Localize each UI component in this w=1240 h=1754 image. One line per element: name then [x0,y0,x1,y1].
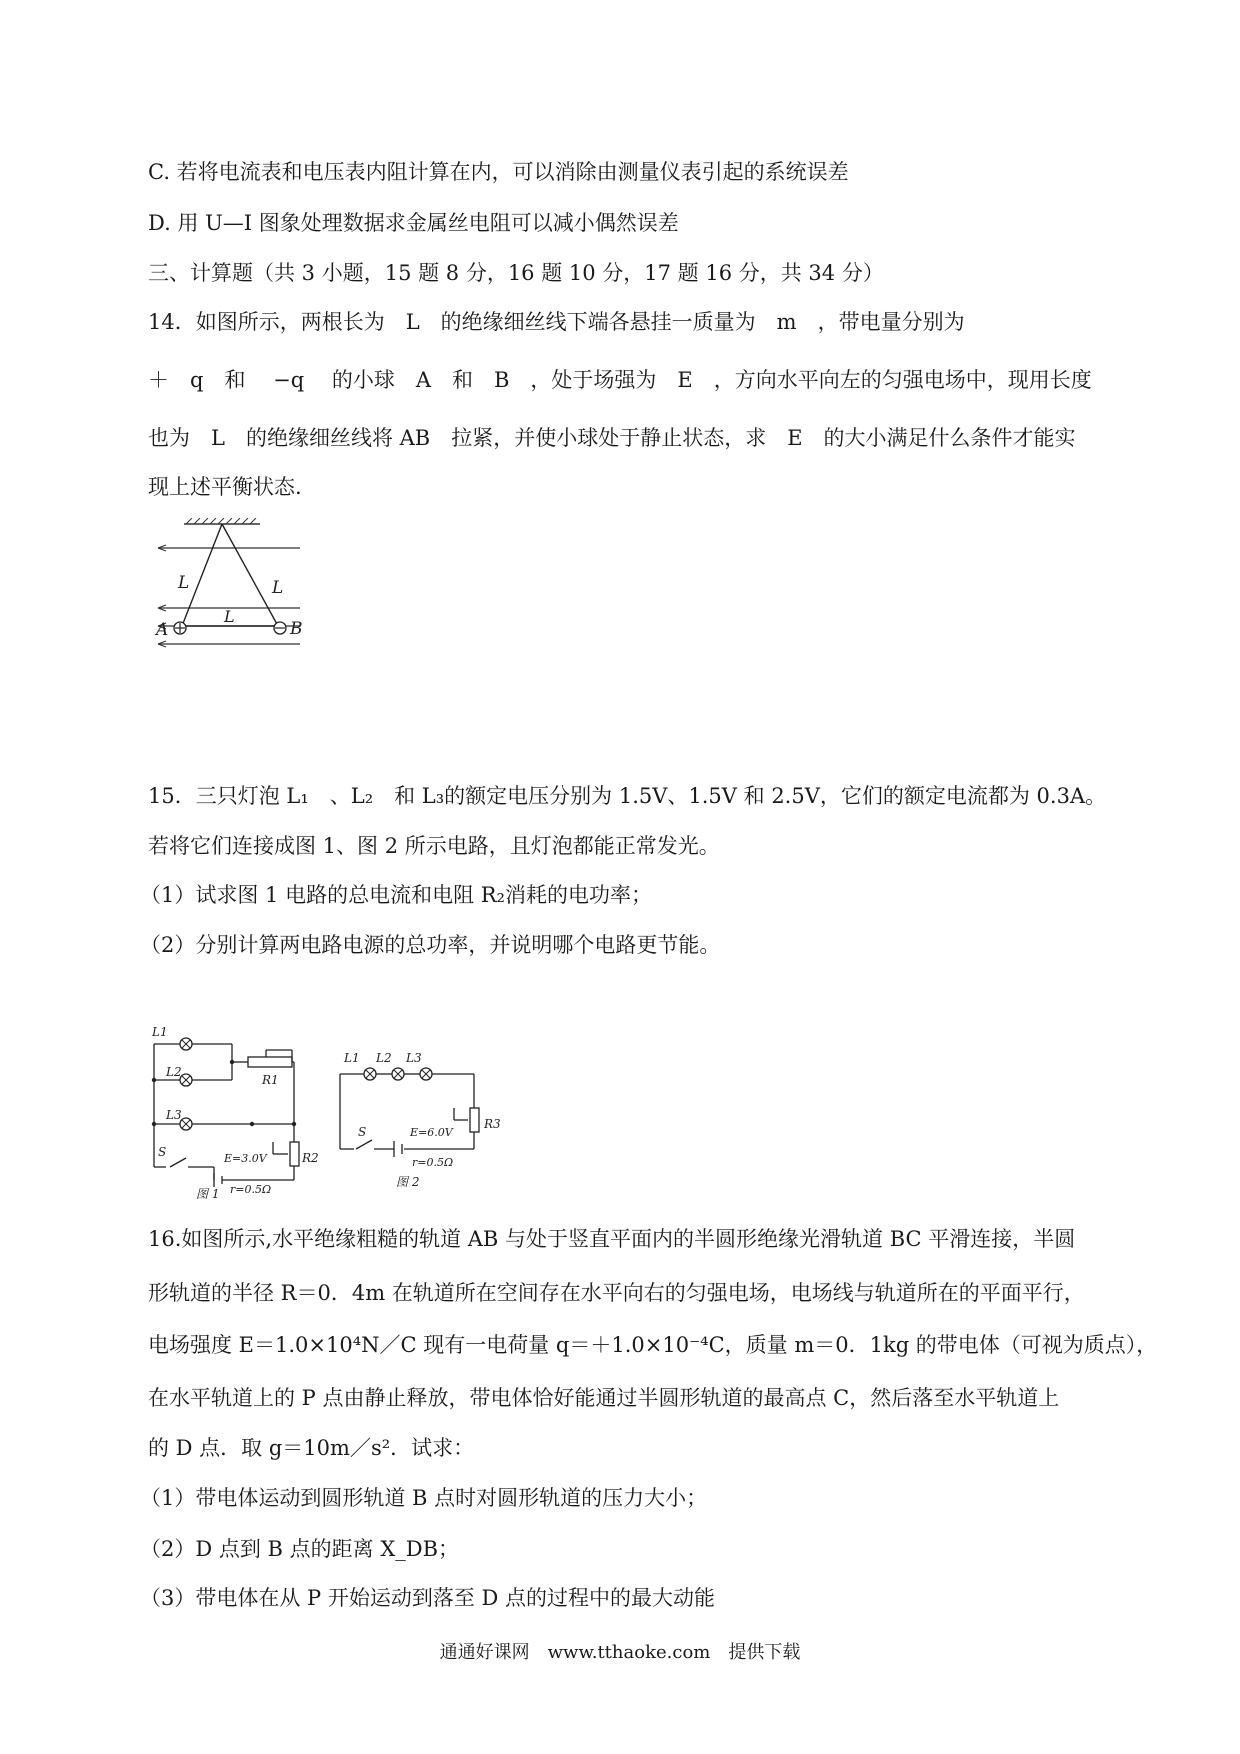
q16-line-5: 的 D 点．取 g＝10m／s²．试求： [148,1436,475,1460]
c1-R2: R2 [302,1151,319,1165]
q16-line-2: 形轨道的半径 R＝0．4m 在轨道所在空间存在水平向右的匀强电场，电场线与轨道所在的平面平行， [148,1281,1085,1305]
page-footer: 通通好课网 www.tthaoke.com 提供下载 [439,1642,801,1663]
label-L-right: L [272,578,284,598]
c2-R3: R3 [484,1117,501,1131]
c1-r: r=0.5Ω [230,1183,272,1196]
c2-L3: L3 [406,1051,422,1065]
label-L-bottom: L [224,607,235,626]
c1-L1: L1 [152,1025,168,1039]
q16-part-2: （2）D 点到 B 点的距离 X_DB； [140,1537,460,1561]
option-d: D. 用 U—I 图象处理数据求金属丝电阻可以减小偶然误差 [148,211,679,235]
option-c: C. 若将电流表和电压表内阻计算在内，可以消除由测量仪表引起的系统误差 [148,160,849,184]
figure-q15-circuit-1 [148,1024,323,1199]
c2-S: S [358,1125,367,1139]
q14-line-3: 也为 L 的绝缘细丝线将 AB 拉紧，并使小球处于静止状态，求 E 的大小满足什么条件才能实 [148,426,1076,450]
q16-line-3: 电场强度 E＝1.0×10⁴N／C 现有一电荷量 q＝＋1.0×10⁻⁴C，质量 m＝0．1kg 的带电体（可视为质点）， [148,1333,1158,1357]
q16-line-1: 16.如图所示,水平绝缘粗糙的轨道 AB 与处于竖直平面内的半圆形绝缘光滑轨道 BC 平滑连接，半圆 [148,1227,1076,1251]
c1-caption: 图 1 [196,1187,220,1199]
c2-E: E=6.0V [410,1126,453,1139]
q15-part-1: （1）试求图 1 电路的总电流和电阻 R₂消耗的电功率； [140,883,652,907]
c1-S: S [158,1145,167,1159]
c2-L2: L2 [376,1051,392,1065]
q15-part-2: （2）分别计算两电路电源的总功率，并说明哪个电路更节能。 [140,933,721,957]
c2-L1: L1 [344,1051,360,1065]
label-L-left: L [178,573,190,593]
q15-line-2: 若将它们连接成图 1、图 2 所示电路，且灯泡都能正常发光。 [148,834,720,858]
figure-q15-circuit-2 [334,1044,504,1204]
q14-line-2: ＋ q 和 −q 的小球 A 和 B ，处于场强为 E ，方向水平向左的匀强电场中，现用长度 [148,368,1092,392]
q16-part-3: （3）带电体在从 P 开始运动到落至 D 点的过程中的最大动能 [140,1586,716,1610]
c1-L3: L3 [166,1108,182,1122]
figure-q14 [148,518,308,648]
q16-line-4: 在水平轨道上的 P 点由静止释放，带电体恰好能通过半圆形轨道的最高点 C，然后落至水平轨道上 [148,1386,1060,1410]
c1-R1: R1 [262,1073,279,1087]
c2-r: r=0.5Ω [412,1156,454,1169]
q14-line-4: 现上述平衡状态. [148,475,302,499]
c1-E: E=3.0V [224,1152,267,1165]
q15-line-1: 15．三只灯泡 L₁ 、L₂ 和 L₃的额定电压分别为 1.5V、1.5V 和 2.5V，它们的额定电流都为 0.3A。 [148,784,1107,808]
q14-line-1: 14．如图所示，两根长为 L 的绝缘细丝线下端各悬挂一质量为 m ，带电量分别为 [148,310,965,334]
c1-L2: L2 [166,1065,182,1079]
section-heading: 三、计算题（共 3 小题，15 题 8 分，16 题 10 分，17 题 16 分，共 34 分） [148,261,884,285]
c2-caption: 图 2 [396,1175,420,1189]
label-A: A [156,620,169,640]
label-B: B [290,619,303,639]
q16-part-1: （1）带电体运动到圆形轨道 B 点时对圆形轨道的压力大小； [140,1486,708,1510]
